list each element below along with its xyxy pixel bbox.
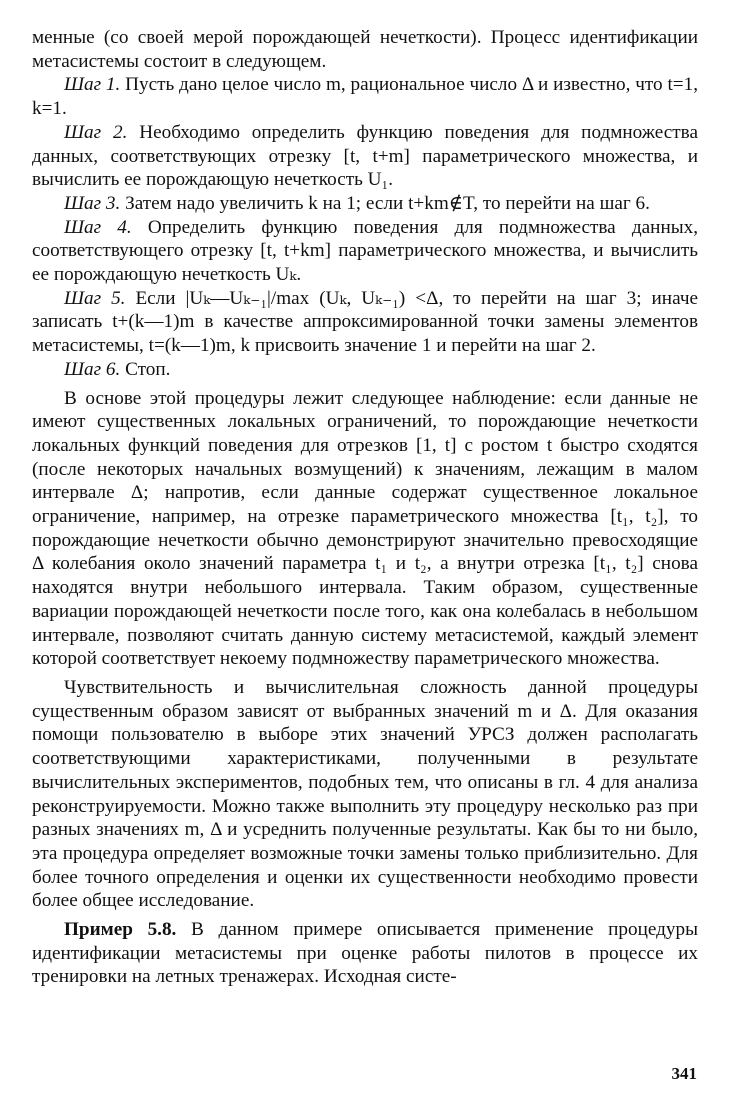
step-text: Если |Uₖ—Uₖ₋₁|/max (Uₖ, Uₖ₋₁) <Δ, то перейти на шаг 3; иначе записать t+(k—1)m в качестве аппроксимированной точки замены элементов метасистемы, t=(k—1)m, k присвоить значение 1 и перейти на шаг 2. — [32, 287, 698, 357]
step-5 — [32, 287, 698, 358]
step-label: Шаг 3. — [64, 192, 121, 214]
step-label: Шаг 5. — [64, 287, 126, 309]
step-4 — [32, 216, 698, 287]
example-text: В данном примере описывается применение процедуры идентификации метасистемы при оценке работы пилотов в процессе их тренировки на летных тренажерах. Исходная систе- — [32, 919, 698, 988]
step-label: Шаг 4. — [64, 216, 132, 238]
observation-paragraph: В основе этой процедуры лежит следующее наблюдение: если данные не имеют существенных локальных ограничений, то порождающие нечеткости локальных функций поведения для отрезков [1, t] с ростом t быстро сходятся (после некоторых начальных возмущений) к значениям, лежащим в малом интервале Δ; напротив, если данные содержат существенное локальное ограничение, например, на отрезке параметрического множества [t₁, t₂], то порождающие нечеткости обычно демонстрируют значительно превосходящие Δ колебания около значений параметра t₁ и t₂, а внутри отрезка [t₁, t₂] снова находятся внутри небольшого интервала. Таким образом, существенные вариации порождающей нечеткости после того, как она колебалась в небольшом интервале, позволяют считать данную систему метасистемой, каждый элемент которой соответствует некоему подмножеству параметрического множества. — [32, 387, 698, 670]
intro-paragraph: менные (со своей мерой порождающей нечеткости). Процесс идентификации метасистемы состоит в следующем. — [32, 27, 698, 72]
step-label: Шаг 1. — [64, 74, 121, 96]
sensitivity-paragraph: Чувствительность и вычислительная сложность данной процедуры существенным образом зависят от выбранных значений m и Δ. Для оказания помощи пользователю в выборе этих значений УРСЗ должен располагать соответствующими характеристиками, полученными в результате вычислительных экспериментов, подобных тем, что описаны в гл. 4 для анализа реконструируемости. Можно также выполнить эту процедуру несколько раз при разных значениях m, Δ и усреднить полученные результаты. Как бы то ни было, эта процедура определяет возможные точки замены только приблизительно. Для более точного определения и оценки их существенности необходимо провести более общее исследование. — [32, 676, 698, 912]
example-label: Пример 5.8. — [64, 919, 177, 941]
step-text: Пусть дано целое число m, рациональное число Δ и известно, что t=1, k=1. — [32, 74, 699, 120]
step-1 — [32, 73, 698, 120]
page-number: 341 — [671, 1064, 697, 1083]
step-6 — [32, 358, 698, 382]
step-3 — [32, 192, 698, 216]
example-paragraph — [32, 918, 698, 989]
step-text: Необходимо определить функцию поведения для подмножества данных, соответствующих отрезку [t, t+m] параметрического множества, и вычислить ее порождающую нечеткость U₁. — [32, 121, 699, 191]
step-label: Шаг 2. — [64, 121, 128, 143]
step-text: Стоп. — [120, 358, 171, 380]
step-2 — [32, 121, 698, 192]
step-label: Шаг 6. — [64, 358, 121, 380]
step-text: Определить функцию поведения для подмножества данных, соответствующего отрезку [t, t+km] параметрического множества, и вычислить ее порождающую нечеткость Uₖ. — [32, 216, 699, 286]
page-text — [32, 26, 698, 989]
step-text: Затем надо увеличить k на 1; если t+km∉T, то перейти на шаг 6. — [120, 192, 650, 214]
